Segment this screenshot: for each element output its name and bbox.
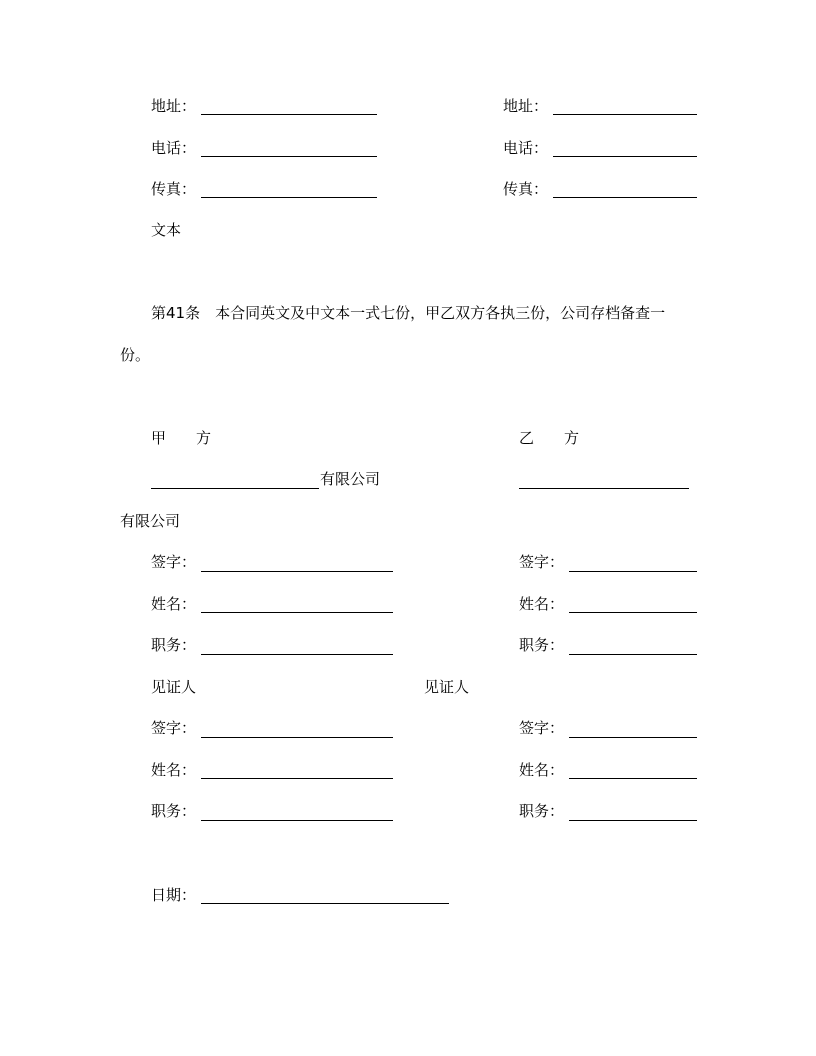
party-b-title-label: 职务：: [519, 636, 565, 654]
witness-a-title-field[interactable]: [201, 820, 393, 821]
party-a-fax-field[interactable]: [201, 197, 377, 198]
date-field[interactable]: [201, 903, 449, 904]
party-b-address-label: 地址：: [503, 97, 549, 115]
party-b-signature-field[interactable]: [569, 571, 697, 572]
party-a-company-suffix: 有限公司: [320, 470, 381, 488]
witness-a-heading: 见证人: [151, 678, 197, 696]
party-b-title-field[interactable]: [569, 654, 697, 655]
party-b-name-field[interactable]: [569, 612, 697, 613]
party-a-title-field[interactable]: [201, 654, 393, 655]
party-b-company-suffix: 有限公司: [120, 512, 181, 530]
party-a-address-field[interactable]: [201, 114, 377, 115]
witness-b-signature-field[interactable]: [569, 737, 697, 738]
party-a-address-label: 地址：: [151, 97, 197, 115]
date-label: 日期：: [151, 886, 197, 904]
article-41-line-2: 份。: [120, 346, 151, 364]
witness-b-name-field[interactable]: [569, 778, 697, 779]
party-b-heading: 乙 方: [519, 429, 580, 447]
party-a-fax-label: 传真：: [151, 180, 197, 198]
party-b-fax-label: 传真：: [503, 180, 549, 198]
party-b-company-field[interactable]: [519, 488, 689, 489]
witness-a-name-field[interactable]: [201, 778, 393, 779]
party-a-phone-label: 电话：: [151, 139, 197, 157]
witness-b-heading: 见证人: [424, 678, 470, 696]
witness-b-title-label: 职务：: [519, 802, 565, 820]
party-a-title-label: 职务：: [151, 636, 197, 654]
witness-b-title-field[interactable]: [569, 820, 697, 821]
party-a-signature-field[interactable]: [201, 571, 393, 572]
witness-a-signature-field[interactable]: [201, 737, 393, 738]
witness-a-signature-label: 签字：: [151, 719, 197, 737]
witness-b-signature-label: 签字：: [519, 719, 565, 737]
party-a-phone-field[interactable]: [201, 156, 377, 157]
party-a-signature-label: 签字：: [151, 553, 197, 571]
party-b-name-label: 姓名：: [519, 595, 565, 613]
party-a-heading: 甲 方: [151, 429, 212, 447]
party-b-signature-label: 签字：: [519, 553, 565, 571]
party-b-address-field[interactable]: [553, 114, 697, 115]
witness-b-name-label: 姓名：: [519, 761, 565, 779]
article-41-line-1: 第41条 本合同英文及中文本一式七份，甲乙双方各执三份，公司存档备查一: [151, 304, 666, 322]
party-a-name-field[interactable]: [201, 612, 393, 613]
party-a-name-label: 姓名：: [151, 595, 197, 613]
party-b-phone-field[interactable]: [553, 156, 697, 157]
text-label: 文本: [151, 221, 182, 239]
party-b-fax-field[interactable]: [553, 197, 697, 198]
witness-a-name-label: 姓名：: [151, 761, 197, 779]
party-a-company-field[interactable]: [151, 488, 319, 489]
party-b-phone-label: 电话：: [503, 139, 549, 157]
witness-a-title-label: 职务：: [151, 802, 197, 820]
